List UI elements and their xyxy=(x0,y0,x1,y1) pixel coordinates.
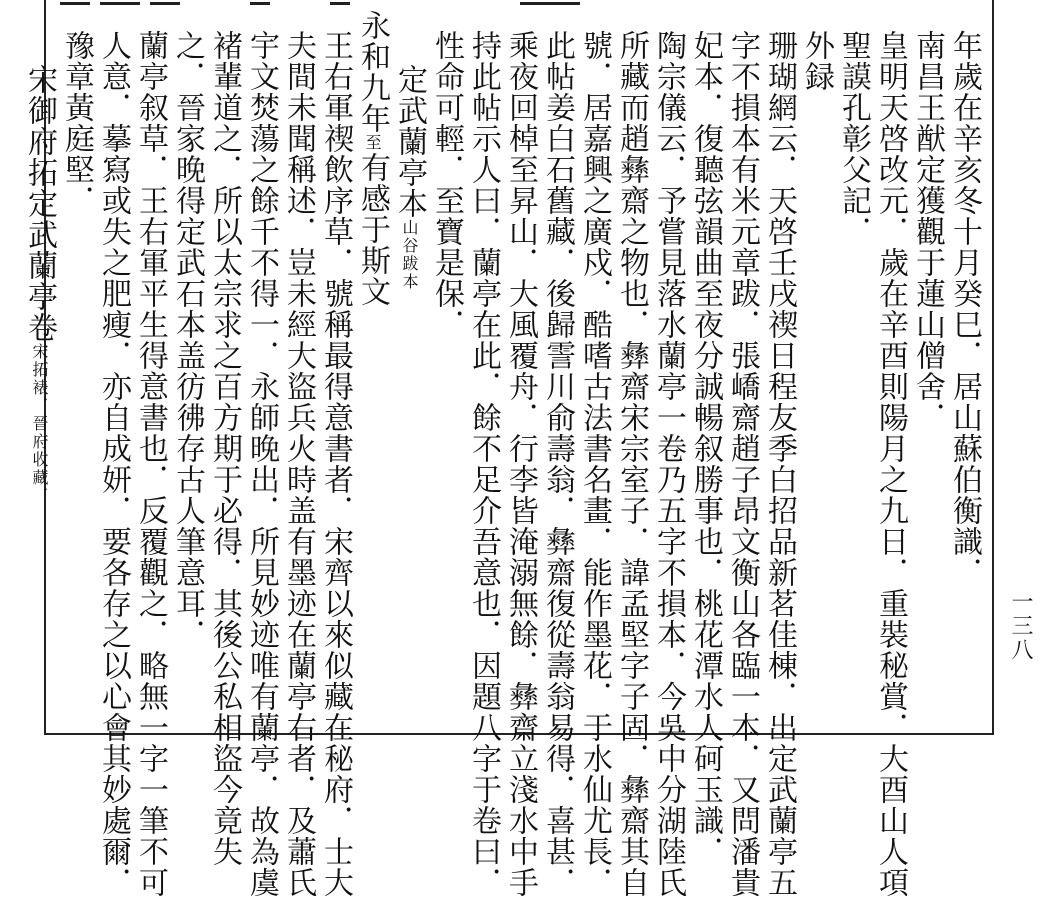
text-column: 南昌王猷定獲觀于蓮山僧舍． xyxy=(910,30,945,433)
text-column: 乘夜回棹至昇山．大風覆舟．行李皆淹溺無餘．彝齋立淺水中手 xyxy=(503,30,538,898)
text-column: 持此帖示人曰．蘭亭在此．餘不足介吾意也．因題八字于卷曰． xyxy=(466,30,501,898)
text-column: 陶宗儀云．予嘗見落水蘭亭一卷乃五字不損本．今吳中分湖陸氏 xyxy=(651,30,686,898)
inline-note: 山谷跋本 xyxy=(400,219,419,291)
text-column: 年歲在辛亥冬十月癸巳．居山蘇伯衡識． xyxy=(947,30,982,588)
text-column: 宇文焚蕩之餘千不得一．永師晚出．所見妙迹唯有蘭亭．故為虞 xyxy=(244,30,279,898)
text-column: 珊瑚網云．天啓壬戌禊日程友季白招品新茗佳棟．出定武蘭亭五 xyxy=(762,30,797,898)
text-column: 號．居嘉興之廣戍．酷嗜古法書名畫．能作墨花．于水仙尤長． xyxy=(577,30,612,898)
inline-note: 至 xyxy=(363,134,382,152)
section-heading: 外録 xyxy=(799,30,834,92)
text-column: 王右軍禊飲序草．號稱最得意書者．宋齊以來似藏在秘府．士大 xyxy=(318,30,353,898)
text-column: 妃本．復聽弦韻曲至夜分誠暢叙勝事也．桃花潭水人砢玉識． xyxy=(688,30,723,867)
text-column: 皇明天啓改元．歲在辛酉則陽月之九日．重裝秘賞．大酉山人項 xyxy=(873,30,908,898)
text-column: 性命可輕．至寶是保． xyxy=(429,30,464,340)
inline-note: 宋拓裱．晉府收藏． xyxy=(30,343,49,505)
text-column: 此帖姜白石舊藏．後歸霅川俞壽翁．彝齋復從壽翁易得．喜甚． xyxy=(540,30,575,898)
text-column: 聖謨孔彰父記． xyxy=(836,30,871,247)
section-heading: 宋御府拓定武蘭亭卷宋拓裱．晉府收藏． xyxy=(22,64,57,505)
text-column: 所藏而趙彝齋之物也．彝齋宋宗室子．諱孟堅字子固．彝齋其自 xyxy=(614,30,649,898)
section-heading: 定武蘭亭本山谷跋本 xyxy=(392,64,427,291)
page-number: 一三八 xyxy=(1008,590,1033,662)
text-column: 永和九年至有感于斯文 xyxy=(355,10,390,307)
right-border xyxy=(992,0,994,735)
text-column: 褚輩道之．所以太宗求之百方期于必得．其後公私相盜今竟失 xyxy=(207,30,242,867)
top-edge-marks xyxy=(0,0,1044,12)
text-column: 蘭亭叙草．王右軍平生得意書也．反覆觀之．略無一字一筆不可 xyxy=(133,30,168,898)
text-column: 豫章黃庭堅． xyxy=(59,30,94,216)
text-column: 字不損本有米元章跋．張嶠齋趙子昂文衡山各臨一本．又問潘貴 xyxy=(725,30,760,898)
text-column: 之．晉家晚得定武石本盖彷彿存古人筆意耳． xyxy=(170,30,205,650)
text-column: 夫間未聞稱述．豈未經大盜兵火時盖有墨迹在蘭亭右者．及蕭氏 xyxy=(281,30,316,898)
text-column: 人意．摹寫或失之肥瘦．亦自成妍．要各存之以心會其妙處爾． xyxy=(96,30,131,898)
